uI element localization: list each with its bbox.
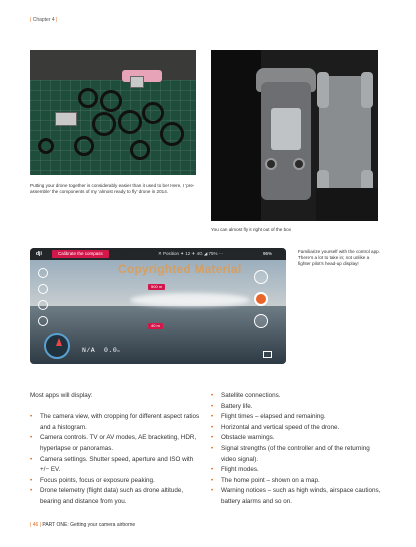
distance-tag: 500 m [148,284,165,290]
list-item: • Camera settings. Shutter speed, aperture and ISO with +/− EV. [30,455,200,476]
radar-compass [44,333,70,359]
body-intro: Most apps will display: [30,392,93,399]
list-item: • Flight times – elapsed and remaining. [211,412,381,423]
section-title: PART ONE: Getting your camera airborne [42,522,136,528]
list-item: • Battery life. [211,402,381,413]
chapter-label: | Chapter 4 | [30,17,58,23]
app-battery: 96% [262,251,272,256]
height-tag: 40 m [148,323,163,329]
page-number: 46 [32,522,39,528]
flight-mode-icon [38,300,48,310]
camera-switch-icon [254,270,268,284]
playback-icon [263,351,272,358]
list-item: • The camera view, with cropping for different aspect ratios and a histogram. [30,412,200,433]
controller-photo [211,50,378,221]
heading-arrow-icon [56,338,62,346]
telemetry-readout: N/A 0.0m [82,347,121,354]
map-pin-icon [38,316,48,326]
list-item: • Camera controls. TV or AV modes, AE bracketing, HDR, hyperlapse or panoramas. [30,433,200,454]
body-left-column [30,391,200,508]
calibrate-compass-banner: Calibrate the compass [52,250,109,258]
body-right-column [211,391,381,508]
list-item: • Focus points, focus or exposure peaking. [30,476,200,487]
list-item: • Flight modes. [211,465,381,476]
watermark: Copyrighted Material [118,262,242,276]
list-item: • Horizontal and vertical speed of the drone. [211,423,381,434]
list-item: • The home point – shown on a map. [211,476,381,487]
page-footer: | 46 | PART ONE: Getting your camera airborne [30,522,136,528]
list-item: • Drone telemetry (flight data) such as drone altitude, bearing and distance from you. [30,486,200,507]
drone-parts-photo [30,50,196,175]
feature-list-left [30,412,200,507]
list-item: • Warning notices – such as high winds, airspace cautions, battery alarms and so on. [211,486,381,507]
dji-logo: dji [36,251,42,257]
app-top-status: ✕ Position ✦ 12 ✈ 4G ◢ 75% ··· [158,251,224,256]
app-left-controls [38,268,52,332]
shutter-button-icon [254,292,268,306]
list-item: • Signal strengths (of the controller and of the returning video signal). [211,444,381,465]
drone-parts-caption: Putting your drone together is considerably easier than it used to be! Here, I ‘pre-assemble’ the components of my ‘almost ready to fly’ drone in 2014. [30,183,195,195]
feature-list-right [211,391,381,508]
app-right-controls [254,270,272,336]
return-home-icon [38,284,48,294]
list-item: • Obstacle warnings. [211,433,381,444]
camera-settings-icon [254,314,268,328]
app-caption: Familiarize yourself with the control app. There’s a lot to take in; not unlike a fighter pilot’s head-up display! [298,249,380,267]
takeoff-icon [38,268,48,278]
controller-caption: You can almost fly it right out of the box [211,227,292,232]
list-item: • Satellite connections. [211,391,381,402]
